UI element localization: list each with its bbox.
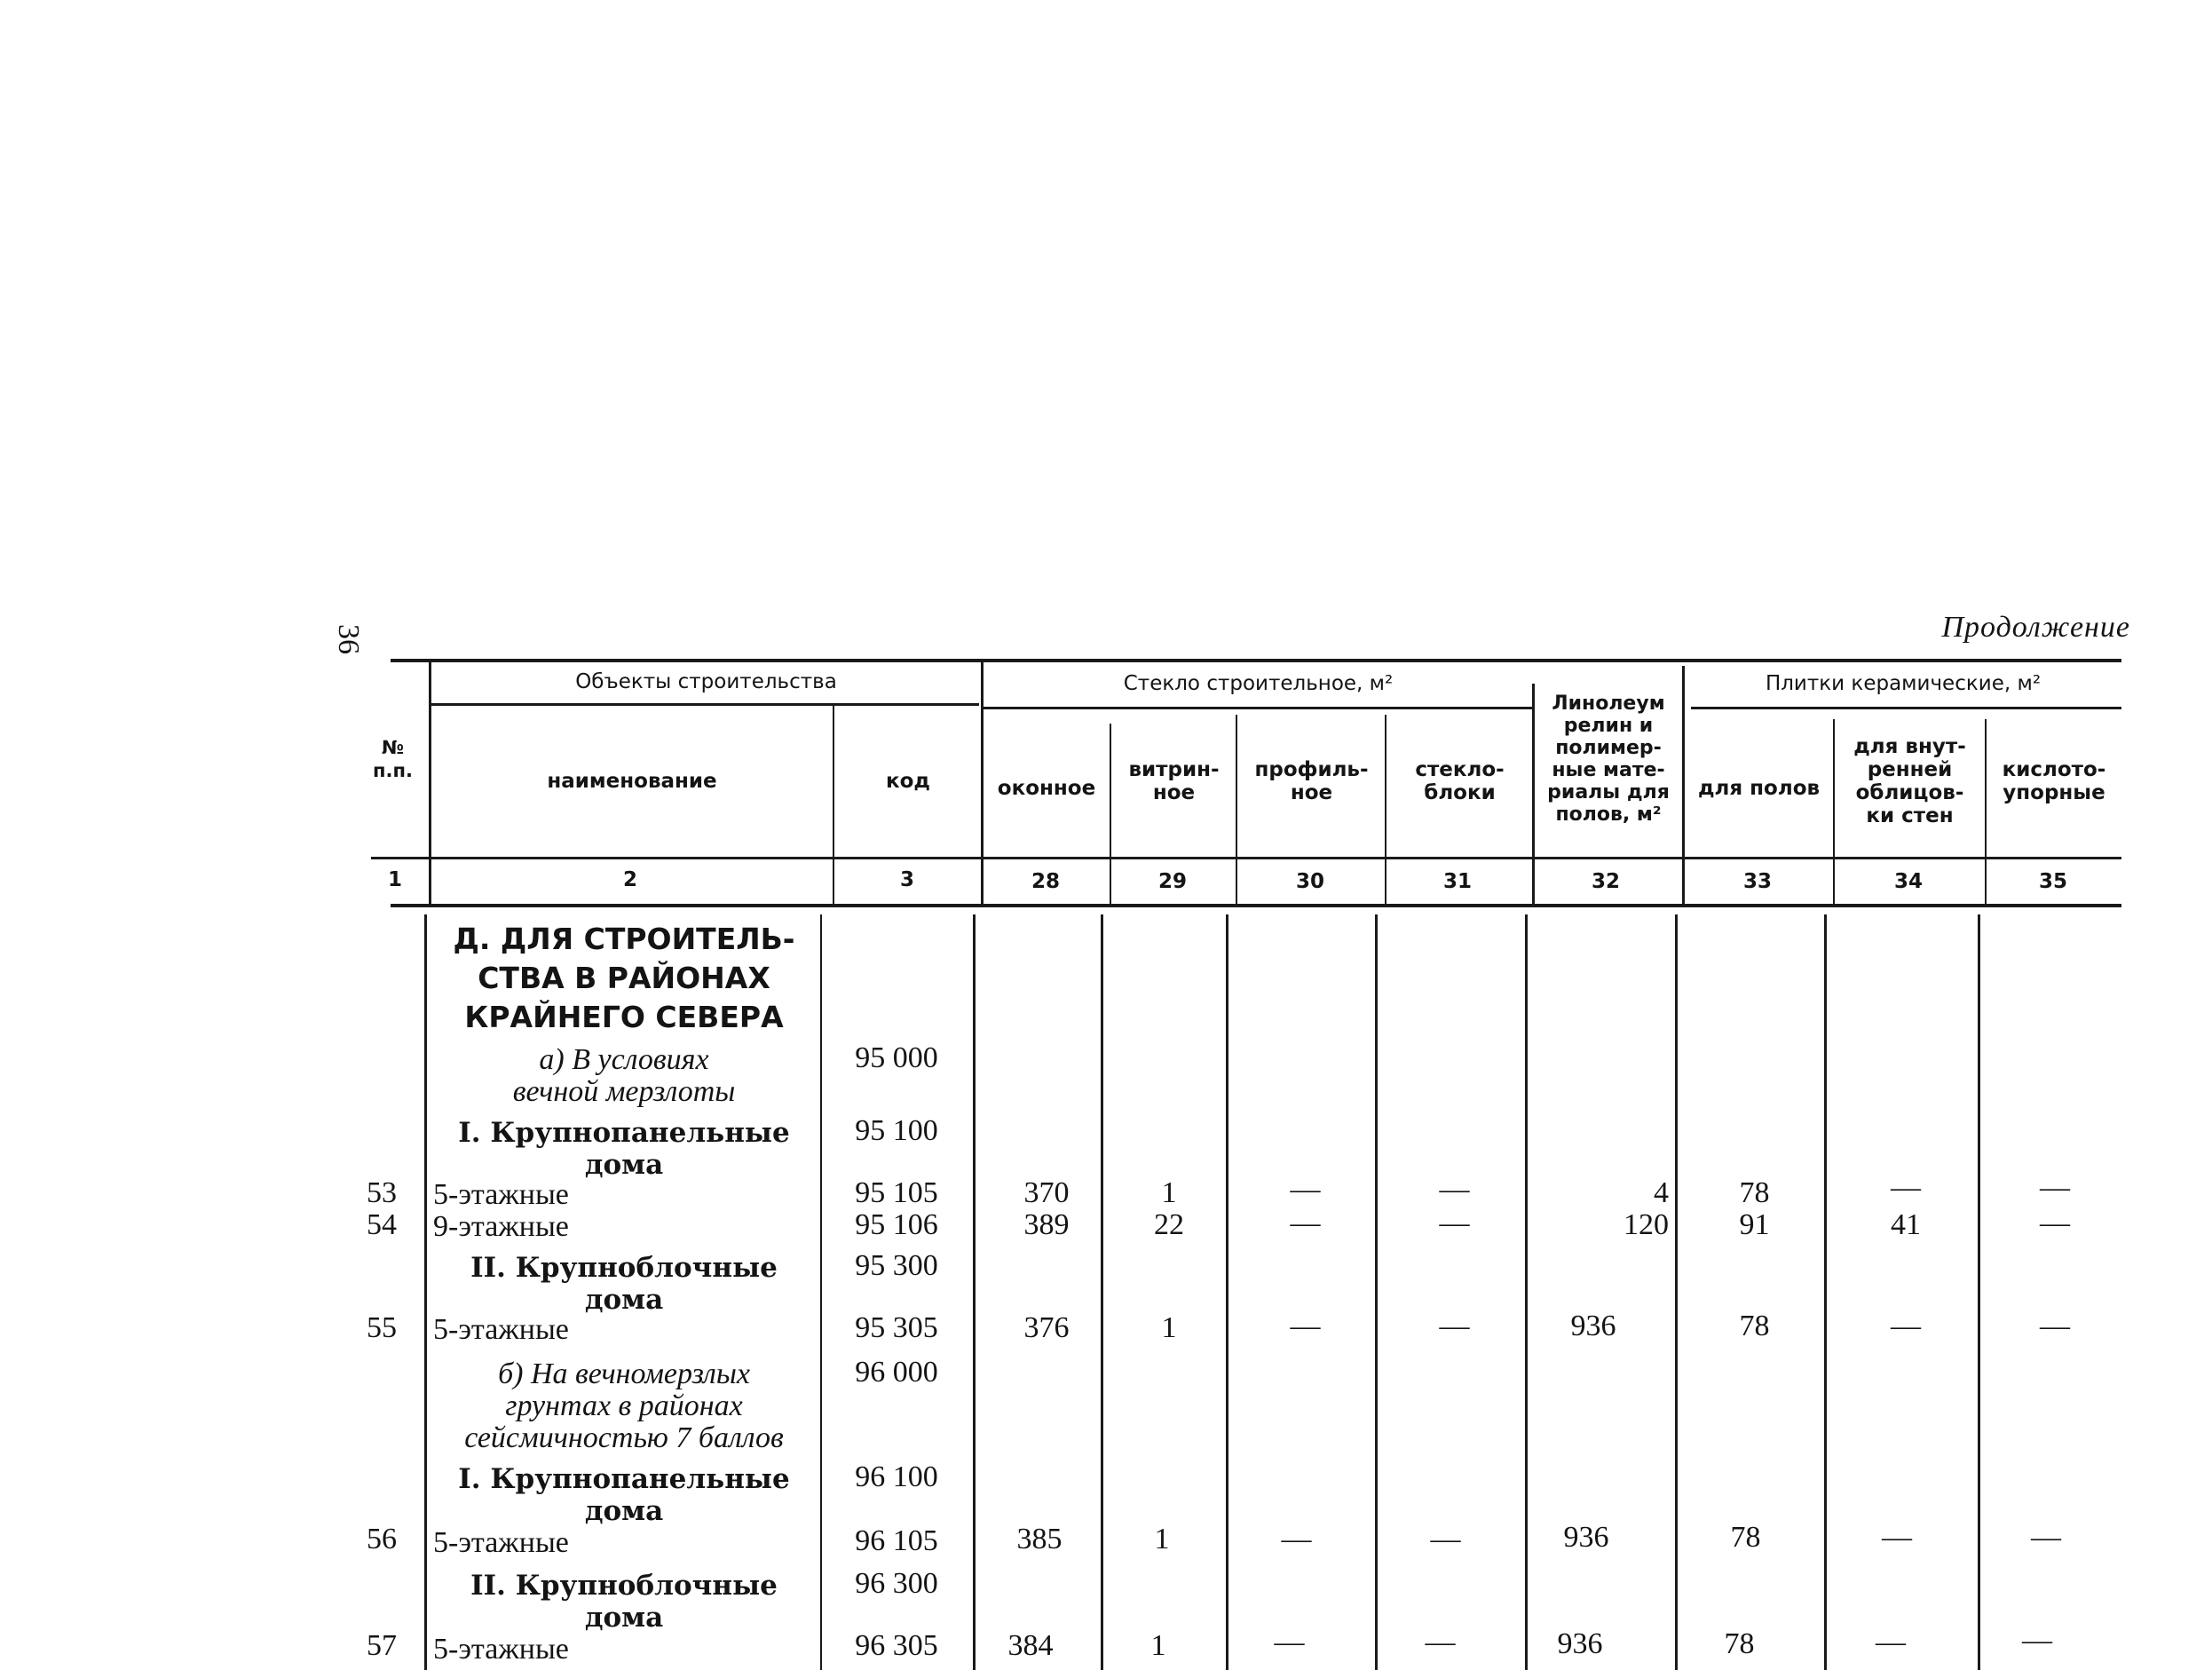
row-55-c31: — <box>1439 1310 1470 1342</box>
group-b1-code: 96 100 <box>855 1460 938 1493</box>
row-53-c30: — <box>1290 1173 1321 1206</box>
row-56-name: 5-этажные <box>433 1526 569 1559</box>
section-title: Д. ДЛЯ СТРОИТЕЛЬ- СТВА В РАЙОНАХ КРАЙНЕГО СЕВЕРА <box>453 922 795 1034</box>
row-56-c34: — <box>1882 1521 1912 1554</box>
group-b1: I. Крупнопанельные дома <box>458 1463 790 1527</box>
row-53-c29: 1 <box>1161 1176 1177 1209</box>
row-57-no: 57 <box>367 1629 397 1662</box>
header-tiles-acid: кислото- упорные <box>2002 758 2106 804</box>
continuation-label: Продолжение <box>1941 611 2130 644</box>
table-top-rule <box>391 659 2121 662</box>
colnum-bottom-rule <box>391 904 2121 907</box>
colnum-32: 32 <box>1591 870 1620 893</box>
row-53-c34: — <box>1891 1171 1921 1204</box>
row-53-c31: — <box>1439 1173 1470 1206</box>
row-53-code: 95 105 <box>855 1176 938 1209</box>
row-54-c28: 389 <box>1023 1208 1070 1241</box>
subsection-b-code: 96 000 <box>855 1356 938 1389</box>
row-55-name: 5-этажные <box>433 1313 569 1346</box>
row-55-c32: 936 <box>1570 1310 1616 1342</box>
header-glass-group: Стекло строительное, м² <box>1123 672 1394 695</box>
row-54-c35: — <box>2040 1207 2070 1239</box>
header-bottom-rule <box>371 857 2121 859</box>
row-55-no: 55 <box>367 1311 397 1344</box>
row-56-c30: — <box>1281 1523 1312 1555</box>
group-b2: II. Крупноблочные дома <box>470 1570 778 1634</box>
row-53-no: 53 <box>367 1176 397 1209</box>
row-57-c33: 78 <box>1724 1627 1755 1660</box>
vrule-4 <box>1110 724 1111 904</box>
body-vrule-10 <box>1978 914 1980 1670</box>
row-54-no: 54 <box>367 1208 397 1241</box>
group-a1-code: 95 100 <box>855 1114 938 1147</box>
row-56-code: 96 105 <box>855 1524 938 1557</box>
header-tiles-floor: для полов <box>1697 776 1821 800</box>
body-vrule-4 <box>1101 914 1103 1670</box>
header-group-rule-glass <box>984 707 1532 709</box>
body-vrule-3 <box>973 914 976 1670</box>
vrule-2 <box>833 706 834 904</box>
colnum-3: 3 <box>899 868 914 891</box>
row-56-c29: 1 <box>1154 1523 1170 1555</box>
row-53-c33: 78 <box>1739 1176 1770 1209</box>
vrule-5 <box>1236 715 1237 904</box>
header-name: наименование <box>547 770 717 793</box>
row-53-name: 5-этажные <box>433 1178 569 1211</box>
row-54-c34: 41 <box>1891 1208 1921 1241</box>
group-a2-code: 95 300 <box>855 1249 938 1282</box>
body-vrule-8 <box>1675 914 1678 1670</box>
row-54-c33: 91 <box>1739 1208 1770 1241</box>
header-tiles-wall: для внут- ренней облицов- ки стен <box>1853 735 1966 827</box>
row-53-c35: — <box>2040 1171 2070 1204</box>
colnum-28: 28 <box>1031 870 1060 893</box>
row-57-c28: 384 <box>1007 1629 1054 1662</box>
row-54-c29: 22 <box>1154 1208 1184 1241</box>
group-a1: I. Крупнопанельные дома <box>458 1117 790 1181</box>
row-57-code: 96 305 <box>855 1629 938 1662</box>
row-57-c30: — <box>1274 1626 1305 1658</box>
header-glass-vitrine: витрин- ное <box>1128 758 1220 804</box>
row-56-no: 56 <box>367 1523 397 1555</box>
header-code: код <box>886 770 930 793</box>
colnum-29: 29 <box>1157 870 1187 893</box>
row-55-c33: 78 <box>1739 1310 1770 1342</box>
row-54-c30: — <box>1290 1207 1321 1239</box>
header-col-number: № п.п. <box>373 737 413 781</box>
row-56-c33: 78 <box>1730 1521 1761 1554</box>
colnum-1: 1 <box>387 868 402 891</box>
header-linoleum: Линолеум релин и полимер- ные мате- риалы для полов, м² <box>1547 693 1670 826</box>
colnum-34: 34 <box>1893 870 1923 893</box>
row-53-c32: 4 <box>1654 1176 1669 1209</box>
group-a2: II. Крупноблочные дома <box>470 1252 778 1316</box>
row-54-code: 95 106 <box>855 1208 938 1241</box>
subsection-a-code: 95 000 <box>855 1041 938 1074</box>
row-56-c31: — <box>1430 1523 1461 1555</box>
row-56-c35: — <box>2031 1521 2061 1554</box>
row-55-code: 95 305 <box>855 1311 938 1344</box>
row-57-c34: — <box>1876 1626 1906 1658</box>
body-vrule-2 <box>820 914 822 1670</box>
row-56-c28: 385 <box>1016 1523 1063 1555</box>
header-glass-blocks: стекло- блоки <box>1415 758 1505 804</box>
body-vrule-6 <box>1375 914 1378 1670</box>
row-54-name: 9-этажные <box>433 1210 569 1243</box>
body-vrule-9 <box>1824 914 1827 1670</box>
row-55-c29: 1 <box>1161 1311 1177 1344</box>
row-54-c32: 120 <box>1623 1208 1669 1241</box>
header-group-rule-tiles <box>1691 707 2121 709</box>
body-vrule-5 <box>1226 914 1228 1670</box>
page-number: 36 <box>332 624 365 654</box>
row-57-c35: — <box>2022 1624 2052 1657</box>
subsection-a: а) В условиях вечной мерзлоты <box>512 1043 736 1108</box>
colnum-30: 30 <box>1295 870 1324 893</box>
colnum-31: 31 <box>1442 870 1472 893</box>
vrule-6 <box>1385 715 1386 904</box>
row-56-c32: 936 <box>1563 1521 1609 1554</box>
row-54-c31: — <box>1439 1207 1470 1239</box>
colnum-35: 35 <box>2038 870 2067 893</box>
row-55-c34: — <box>1891 1310 1921 1342</box>
row-55-c30: — <box>1290 1310 1321 1342</box>
header-glass-profile: профиль- ное <box>1254 758 1369 804</box>
body-vrule-7 <box>1525 914 1528 1670</box>
header-objects-group: Объекты строительства <box>575 670 837 693</box>
subsection-b: б) На вечномерзлых грунтах в районах сейсмичностью 7 баллов <box>464 1357 784 1454</box>
header-tiles-group: Плитки керамические, м² <box>1765 672 2042 695</box>
row-55-c28: 376 <box>1023 1311 1070 1344</box>
colnum-2: 2 <box>622 868 637 891</box>
group-b2-code: 96 300 <box>855 1567 938 1600</box>
row-53-c28: 370 <box>1023 1176 1070 1209</box>
row-57-name: 5-этажные <box>433 1633 569 1666</box>
row-57-c31: — <box>1425 1626 1456 1658</box>
row-57-c32: 936 <box>1557 1627 1603 1660</box>
header-glass-window: оконное <box>997 776 1096 800</box>
row-57-c29: 1 <box>1150 1629 1166 1662</box>
header-group-rule-objects <box>431 703 979 706</box>
body-vrule-1 <box>424 914 427 1670</box>
row-55-c35: — <box>2040 1310 2070 1342</box>
colnum-33: 33 <box>1742 870 1772 893</box>
